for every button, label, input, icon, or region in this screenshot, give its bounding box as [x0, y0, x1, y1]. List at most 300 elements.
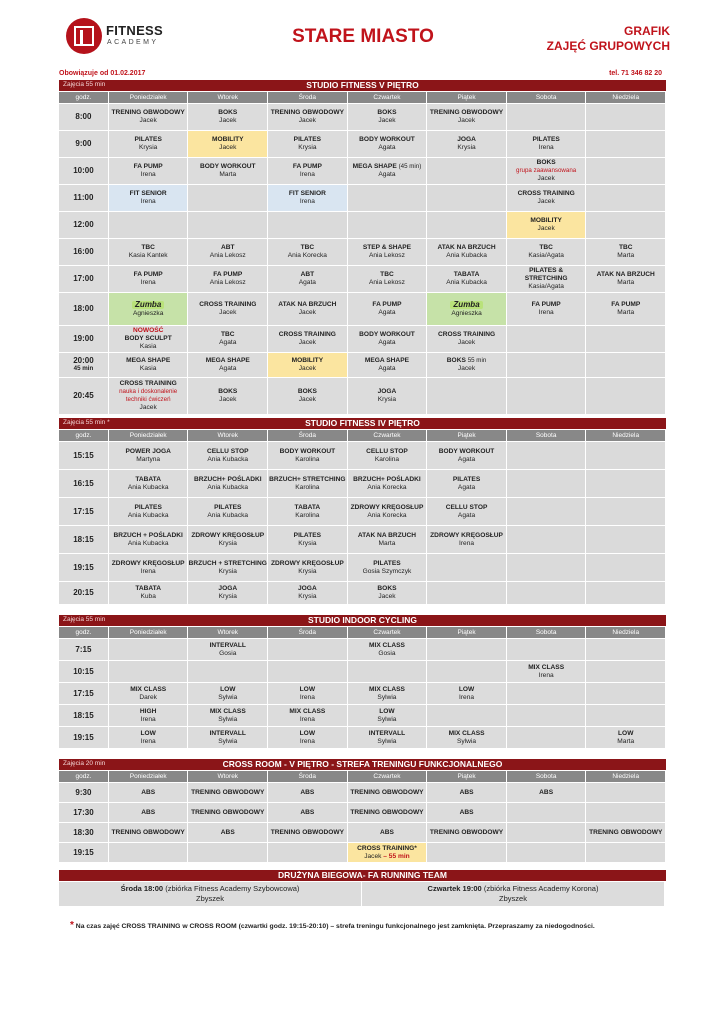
instructor-name: Marta: [617, 252, 635, 259]
brand-sub: ACADEMY: [107, 39, 159, 46]
day-header: Czwartek: [348, 627, 427, 638]
empty-cell: [268, 639, 347, 660]
empty-cell: [427, 639, 506, 660]
class-title: ABT: [220, 244, 235, 252]
class-name: [438, 331, 495, 339]
section-bar: [59, 615, 666, 626]
class-cell: [348, 293, 427, 325]
day-header: Środa: [268, 430, 347, 441]
instructor-name: Agata: [378, 144, 396, 151]
class-cell: [268, 705, 347, 726]
empty-cell: [507, 639, 586, 660]
empty-cell: [586, 353, 665, 377]
day-header: Wtorek: [188, 627, 267, 638]
instructor: [617, 309, 634, 317]
class-cell: [507, 783, 586, 802]
class-cell: [586, 293, 665, 325]
class-name: [120, 380, 177, 388]
section-bar: [59, 418, 666, 429]
class-cell: [348, 843, 427, 862]
class-name: [221, 829, 235, 837]
instructor-name: Gosia Szymczyk: [362, 567, 412, 575]
instructor-name: Ania Kubacka: [207, 483, 249, 491]
team-right-place: (zbiórka Fitness Academy Korona): [483, 884, 599, 893]
instructor-name: Karolina: [295, 511, 320, 519]
instructor-name: Irena: [299, 171, 315, 178]
instructor: [458, 117, 475, 125]
instructor-name: Jacek: [537, 174, 555, 182]
instructor-name: Ania Kubacka: [446, 252, 487, 259]
class-cell: [348, 266, 427, 292]
class-cell: [348, 554, 427, 581]
instructor-name: Kasia/Agata: [528, 252, 564, 259]
instructor: [459, 694, 474, 702]
team-left-place: (zbiórka Fitness Academy Szybowcowa): [165, 884, 300, 893]
class-title: CROSS TRAINING: [517, 190, 575, 198]
class-cell: [427, 104, 506, 130]
instructor: [218, 738, 237, 746]
class-title: ABS: [379, 828, 394, 836]
class-name: [271, 829, 344, 837]
instructor: [367, 512, 406, 520]
instructor: [218, 694, 237, 702]
instructor-name: Jacek: [378, 593, 396, 600]
instructor: [141, 568, 156, 576]
instructor: [528, 252, 564, 260]
instructor: [378, 365, 395, 373]
subtitle-line-2: ZAJĘĆ GRUPOWYCH: [546, 39, 670, 53]
class-name: [454, 271, 480, 279]
time-cell: [59, 554, 108, 581]
instructor-name: Jacek: [298, 396, 316, 403]
class-cell: [188, 470, 267, 497]
class-cell: [109, 470, 188, 497]
time-label: 18:15: [73, 534, 94, 544]
empty-cell: [507, 104, 586, 130]
time-label: 18:30: [73, 827, 94, 837]
instructor: [300, 738, 315, 746]
time-row: [59, 843, 666, 862]
class-name: [200, 163, 256, 171]
class-name: [210, 642, 246, 650]
class-cell: [268, 442, 347, 469]
instructor: [539, 309, 554, 317]
class-title: FA PUMP: [133, 271, 163, 279]
section-bar: [59, 759, 666, 770]
class-name: [359, 136, 415, 144]
class-name: [457, 136, 476, 144]
instructor: [140, 365, 157, 373]
time-row: [59, 185, 666, 211]
class-cell: [507, 131, 586, 157]
instructor-name: Ania Kubacka: [207, 511, 249, 519]
instructor-name: Krysia: [298, 144, 317, 151]
section-title: CROSS ROOM - V PIĘTRO - STREFA TRENINGU FUNKCJONALNEGO: [222, 759, 503, 769]
class-title: TRENING OBWODOWY: [111, 109, 185, 117]
instructor: [617, 252, 634, 260]
class-title: HIGH: [139, 707, 157, 715]
time-label: 16:15: [73, 478, 94, 488]
class-title: PILATES: [214, 503, 242, 511]
class-cell: [427, 442, 506, 469]
empty-cell: [507, 582, 586, 604]
time-label: 18:00: [73, 304, 94, 314]
empty-cell: [427, 378, 506, 414]
time-cell: [59, 661, 108, 682]
instructor-name: Krysia: [377, 396, 397, 403]
day-header: Sobota: [507, 771, 586, 782]
class-title: BRZUCH + STRETCHING: [188, 559, 267, 567]
class-title: PILATES: [293, 531, 322, 539]
class-name: [611, 301, 640, 309]
class-cell: [427, 683, 506, 704]
zumba-logo-icon: [132, 301, 164, 310]
class-name: [460, 809, 474, 817]
instructor: [378, 171, 395, 179]
page-subtitle: [520, 24, 670, 54]
day-header: Czwartek: [348, 92, 427, 103]
class-title: TRENING OBWODOWY: [270, 109, 344, 117]
instructor: [299, 396, 316, 404]
zumba-logo-text: Zumba: [132, 301, 164, 309]
class-name: [300, 809, 314, 817]
instructor-name: Sylwia: [377, 737, 397, 745]
class-title: TRENING OBWODOWY: [589, 828, 663, 836]
empty-cell: [507, 442, 586, 469]
instructor: [299, 117, 316, 125]
empty-cell: [586, 498, 665, 525]
class-title: MEGA SHAPE: [364, 357, 409, 365]
class-name: [539, 244, 553, 252]
instructor-name: Sylwia: [218, 715, 238, 723]
day-header: Środa: [268, 627, 347, 638]
instructor-name: Irena: [140, 198, 156, 205]
time-row: [59, 727, 666, 748]
class-name: [530, 217, 562, 225]
class-name: [537, 159, 556, 167]
class-title: TBC: [300, 244, 315, 252]
class-title: BOKS: [377, 109, 397, 117]
time-cell: [59, 803, 108, 822]
class-title: BODY WORKOUT: [359, 136, 415, 144]
instructor-name: Kasia: [139, 365, 157, 372]
schedule-section: [59, 615, 666, 748]
instructor-name: Agnieszka: [451, 309, 482, 317]
zumba-logo-icon: [450, 301, 482, 310]
instructor: [219, 309, 236, 317]
class-name: [300, 730, 315, 738]
class-title: CELLU STOP: [445, 503, 488, 511]
class-name: [380, 271, 394, 279]
fa-logo-icon: [66, 18, 102, 54]
class-cell: [348, 526, 427, 553]
class-name: [194, 476, 262, 484]
instructor-name: Ania Korecka: [367, 483, 407, 491]
instructor: [458, 512, 475, 520]
class-name: [210, 730, 246, 738]
class-title: INTERVALL: [368, 729, 406, 737]
instructor: [210, 279, 246, 287]
empty-cell: [427, 705, 506, 726]
empty-cell: [586, 705, 665, 726]
class-title: INTERVALL: [209, 641, 246, 649]
class-name: [210, 708, 246, 716]
instructor-name: Jacek: [298, 309, 316, 316]
class-title: TABATA: [453, 271, 480, 279]
time-row: [59, 131, 666, 157]
time-label: 18:15: [73, 710, 94, 720]
class-name: [507, 267, 586, 283]
empty-cell: [586, 803, 665, 822]
time-label: 17:00: [73, 274, 94, 284]
instructor-name: Irena: [299, 198, 315, 205]
class-name: [112, 560, 185, 568]
instructor-name: Jacek: [457, 117, 476, 124]
instructor-name: Sylwia: [218, 737, 238, 745]
instructor: [458, 339, 475, 347]
section-duration-note: Zajęcia 55 min: [63, 81, 106, 88]
section-duration-note: Zajęcia 20 min: [63, 760, 106, 767]
class-title: CROSS TRAINING: [437, 331, 496, 339]
class-name: [221, 244, 235, 252]
class-cell: [188, 293, 267, 325]
class-title: TRENING OBWODOWY: [191, 788, 265, 796]
class-name: [135, 476, 161, 484]
instructor: [219, 650, 236, 658]
class-cell: [109, 526, 188, 553]
empty-cell: [268, 843, 347, 862]
instructor-name: Irena: [538, 671, 554, 679]
instructor: [219, 117, 236, 125]
class-cell: [188, 266, 267, 292]
class-cell: [348, 639, 427, 660]
instructor: [446, 252, 487, 260]
instructor: [295, 484, 319, 492]
class-cell: [348, 239, 427, 265]
time-cell: [59, 470, 108, 497]
instructor: [451, 310, 481, 318]
class-cell: [268, 293, 347, 325]
instructor: [141, 738, 156, 746]
class-cell: [188, 823, 267, 842]
empty-cell: [427, 158, 506, 184]
instructor-name: Ania Kubacka: [127, 483, 169, 491]
class-name: [377, 109, 396, 117]
instructor: [617, 738, 634, 746]
day-header: Sobota: [507, 430, 586, 441]
class-name: [214, 504, 241, 512]
class-name: [589, 829, 662, 837]
empty-cell: [507, 326, 586, 352]
class-title: STEP & SHAPE: [362, 244, 412, 252]
class-name: [363, 244, 411, 252]
class-title: TRENING OBWODOWY: [270, 828, 344, 836]
class-cell: [427, 498, 506, 525]
empty-cell: [586, 158, 665, 184]
instructor: [141, 716, 156, 724]
instructor-name: Irena: [140, 171, 156, 178]
class-title: PILATES: [134, 503, 162, 511]
info-bar: [59, 70, 665, 80]
class-title: CROSS TRAINING: [199, 301, 257, 309]
instructor: [128, 484, 169, 492]
instructor: [528, 283, 564, 291]
empty-cell: [586, 582, 665, 604]
instructor: [377, 694, 396, 702]
class-name: [446, 504, 488, 512]
class-title: MIX CLASS: [289, 707, 326, 715]
class-name: [293, 163, 322, 171]
running-team-wednesday: [59, 882, 361, 906]
class-cell: [268, 526, 347, 553]
section-title: STUDIO INDOOR CYCLING: [307, 615, 418, 625]
class-name: [141, 809, 155, 817]
class-name: [130, 190, 167, 198]
class-name: [213, 271, 242, 279]
time-row: [59, 526, 666, 553]
time-label: 19:15: [73, 562, 94, 572]
instructor: [298, 540, 316, 548]
class-title: ATAK NA BRZUCH: [278, 301, 337, 309]
time-row: [59, 683, 666, 704]
class-title: PILATES: [373, 559, 401, 567]
day-header: Czwartek: [348, 771, 427, 782]
class-name: [619, 244, 633, 252]
class-title: PILATES & STRETCHING: [524, 267, 568, 283]
time-cell: [59, 683, 108, 704]
instructor: [207, 456, 248, 464]
instructor: [378, 650, 395, 658]
class-cell: [507, 661, 586, 682]
time-label: 15:15: [73, 450, 94, 460]
class-cell: [348, 470, 427, 497]
instructor: [369, 279, 405, 287]
time-row: [59, 293, 666, 325]
class-title: FA PUMP: [133, 163, 163, 171]
class-cell: [348, 378, 427, 414]
class-title: FA PUMP: [611, 301, 641, 309]
class-title: ABT: [300, 271, 315, 279]
class-extra: 55 min: [467, 357, 487, 365]
instructor-name: Ania Kubacka: [207, 455, 249, 463]
class-remark: grupa zaawansowana: [516, 167, 577, 175]
class-name: [221, 331, 235, 339]
class-name: [378, 388, 397, 396]
day-header: Piątek: [427, 627, 506, 638]
instructor: [210, 252, 246, 260]
day-header: Sobota: [507, 627, 586, 638]
class-name: [460, 789, 474, 797]
class-name: [377, 585, 396, 593]
instructor: [378, 309, 395, 317]
instructor-name: Ania Lekosz: [368, 252, 405, 259]
class-name: [618, 730, 633, 738]
team-right-day: Czwartek 19:00: [427, 884, 482, 893]
instructor: [363, 568, 412, 576]
class-cell: [109, 442, 188, 469]
class-name: [532, 136, 559, 144]
class-title: LOW: [220, 685, 236, 693]
day-header: Niedziela: [586, 627, 665, 638]
time-label: 11:00: [73, 193, 94, 203]
class-cell: [188, 803, 267, 822]
time-cell: [59, 378, 108, 414]
class-cell: [109, 185, 188, 211]
class-name: [191, 532, 264, 540]
instructor: [141, 171, 156, 179]
class-name: [191, 789, 264, 797]
instructor-name: Krysia: [298, 539, 317, 547]
class-title: BOKS: [377, 585, 397, 593]
instructor-name: Agata: [378, 339, 396, 346]
class-name: [289, 708, 325, 716]
class-cell: [268, 104, 347, 130]
time-label: 7:15: [75, 644, 92, 654]
class-cell: [507, 239, 586, 265]
class-cell: [188, 131, 267, 157]
class-name: [447, 357, 486, 365]
class-title: TRENING OBWODOWY: [350, 788, 424, 796]
empty-cell: [507, 526, 586, 553]
instructor: [219, 593, 237, 601]
class-title: CELLU STOP: [206, 447, 249, 455]
class-cell: [507, 293, 586, 325]
empty-cell: [109, 212, 188, 238]
instructor: [219, 540, 237, 548]
class-cell: [188, 526, 267, 553]
instructor-name: Gosia: [219, 649, 237, 657]
class-name: [134, 136, 161, 144]
instructor: [377, 738, 396, 746]
class-title: ABS: [220, 828, 235, 836]
class-title: MIX CLASS: [528, 663, 565, 671]
class-title: ABS: [539, 788, 554, 796]
instructor-name: Karolina: [374, 455, 400, 463]
class-cell: [268, 803, 347, 822]
class-cell: [507, 266, 586, 292]
instructor-name: Irena: [299, 693, 315, 701]
time-row: [59, 212, 666, 238]
footnote: [70, 920, 670, 931]
class-title: ATAK NA BRZUCH: [357, 531, 417, 539]
time-row: [59, 823, 666, 842]
class-cell: [268, 239, 347, 265]
empty-cell: [427, 582, 506, 604]
time-cell: [59, 705, 108, 726]
class-cell: [348, 803, 427, 822]
instructor-name: Ania Lekosz: [209, 252, 246, 259]
class-cell: [188, 378, 267, 414]
class-cell: [188, 683, 267, 704]
class-cell: [586, 239, 665, 265]
class-title: CROSS TRAINING: [119, 380, 177, 388]
instructor: [446, 279, 487, 287]
time-cell: [59, 239, 108, 265]
class-cell: [427, 326, 506, 352]
class-cell: [268, 683, 347, 704]
class-cell: [188, 104, 267, 130]
class-name: [220, 686, 235, 694]
class-name: [134, 271, 163, 279]
class-title: JOGA: [218, 585, 238, 593]
instructor-name: Jacek: [219, 309, 237, 316]
class-title: PILATES: [134, 136, 162, 144]
class-title: PILATES: [532, 136, 560, 144]
time-row: [59, 442, 666, 469]
empty-cell: [507, 470, 586, 497]
instructor-name: Marta: [219, 171, 237, 178]
empty-cell: [586, 683, 665, 704]
